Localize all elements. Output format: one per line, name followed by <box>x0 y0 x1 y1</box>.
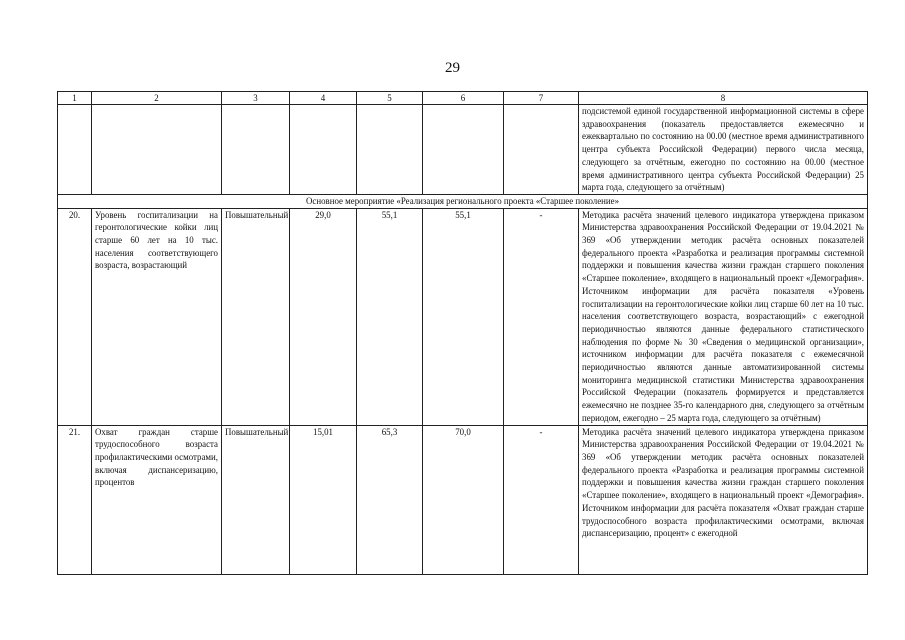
value-col4: 29,0 <box>290 208 357 425</box>
value-col5: 55,1 <box>357 208 423 425</box>
indicator-direction: Повышательный <box>222 425 290 574</box>
column-number: 5 <box>357 92 423 105</box>
column-number: 7 <box>504 92 579 105</box>
column-number: 6 <box>423 92 504 105</box>
indicator-name: Охват граждан старше трудоспособного возраста профилактическими осмотрами, включая диспансеризацию, процентов <box>92 425 222 574</box>
column-number: 2 <box>92 92 222 105</box>
column-number: 4 <box>290 92 357 105</box>
table-row <box>58 425 868 574</box>
continuation-methodology: подсистемой единой государственной информационной системы в сфере здравоохранения (показатель предоставляется ежемесячно и ежеквартально по состоянию на 00.00 (местное время административного центра субъекта Российской Федерации) первого числа месяца, следующего за отчётным, ежегодно по состоянию на 00.00 (местное время административного центра субъекта Российской Федерации) 25 марта года, следующего за отчётным) <box>579 105 868 195</box>
value-col7: - <box>504 425 579 574</box>
column-number: 1 <box>58 92 92 105</box>
indicator-direction: Повышательный <box>222 208 290 425</box>
value-col6: 55,1 <box>423 208 504 425</box>
table-row <box>58 208 868 425</box>
value-col5: 65,3 <box>357 425 423 574</box>
methodology-text <box>579 425 868 574</box>
value-col6: 70,0 <box>423 425 504 574</box>
table-row <box>58 105 868 195</box>
value-col7: - <box>504 208 579 425</box>
indicator-name: Уровень госпитализации на геронтологические койки лиц старше 60 лет на 10 тыс. населения соответствующего возраста, возрастающий <box>92 208 222 425</box>
column-number: 8 <box>579 92 868 105</box>
methodology-text-body: Методика расчёта значений целевого индикатора утверждена приказом Министерства здравоохранения Российской Федерации от 19.04.2021 № 369 «Об утверждении методик расчёта основных показателей федерального проекта «Разработка и реализация программы системной поддержки и повышения качества жизни граждан старшего поколения «Старшее поколение», входящего в национальный проект «Демография». Источником информации для расчёта показателя «Охват граждан старше трудоспособного возраста профилактическими осмотрами, включая диспансеризацию, процент» с ежегодной <box>582 426 864 539</box>
section-row <box>58 194 868 208</box>
section-title: Основное мероприятие «Реализация регионального проекта «Старшее поколение» <box>58 194 868 208</box>
methodology-text: Методика расчёта значений целевого индикатора утверждена приказом Министерства здравоохранения Российской Федерации от 19.04.2021 № 369 «Об утверждении методик расчёта основных показателей федерального проекта «Разработка и реализация программы системной поддержки и повышения качества жизни граждан старшего поколения «Старшее поколение», входящего в национальный проект «Демография». Источником информации для расчёта показателя «Уровень госпитализации на геронтологические койки лиц старше 60 лет на 10 тыс. населения соответствующего возраста, возрастающий» с ежегодной периодичностью являются данные федерального статистического наблюдения по форме № 30 «Сведения о медицинской организации», источником информации для расчёта показателя с ежемесячной периодичностью являются данные автоматизированной системы мониторинга медицинской статистики Министерства здравоохранения Российской Федерации (показатель формируется и представляется ежемесячно не позднее 35-го календарного дня, следующего за отчётным периодом, ежегодно – 25 марта года, следующего за отчётным) <box>579 208 868 425</box>
column-number-row <box>58 92 868 105</box>
row-number: 20. <box>58 208 92 425</box>
row-number: 21. <box>58 425 92 574</box>
indicators-table <box>57 91 868 575</box>
column-number: 3 <box>222 92 290 105</box>
page-number: 29 <box>445 60 460 76</box>
value-col4: 15,01 <box>290 425 357 574</box>
